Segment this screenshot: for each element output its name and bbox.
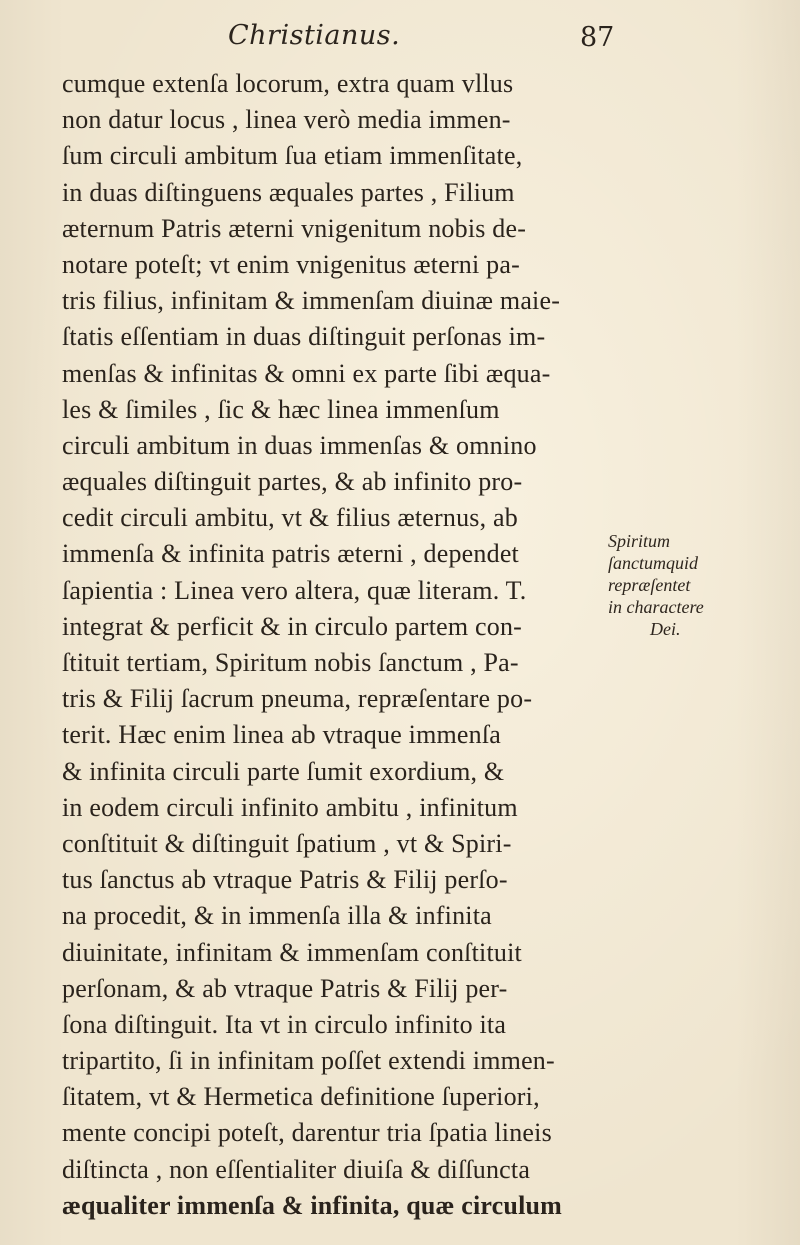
marginal-note-line: repræſentet [608, 575, 691, 595]
text-line: cedit circuli ambitu, vt & filius æternus, ab [62, 503, 518, 533]
text-line: tris filius, infinitam & immenſam diuinæ maie- [62, 286, 561, 316]
text-line: ſitatem, vt & Hermetica definitione ſuperiori, [62, 1082, 540, 1112]
text-line: perſonam, & ab vtraque Patris & Filij per- [62, 973, 508, 1003]
text-line: notare poteſt; vt enim vnigenitus æterni pa- [62, 249, 520, 279]
text-line: in duas diſtinguens æquales partes , Filium [62, 177, 515, 207]
running-title: Christianus. [228, 20, 401, 51]
marginal-note-line: ſanctumquid [608, 553, 698, 573]
text-line: ſtatis eſſentiam in duas diſtinguit perſonas im- [62, 322, 546, 352]
text-line: ſapientia : Linea vero altera, quæ literam. T. [62, 575, 527, 605]
text-line: les & ſimiles , ſic & hæc linea immenſum [62, 394, 500, 424]
marginal-note-line: Dei. [650, 619, 681, 639]
text-line: immenſa & infinita patris æterni , dependet [62, 539, 519, 569]
text-line: ſona diſtinguit. Ita vt in circulo infinito ita [62, 1009, 507, 1039]
marginal-note [608, 530, 798, 640]
text-line: integrat & perficit & in circulo partem con- [62, 611, 523, 641]
running-head [0, 18, 800, 58]
marginal-note-line: in charactere [608, 597, 704, 617]
text-line: tripartito, ſi in infinitam poſſet extendi immen- [62, 1046, 555, 1076]
page-number: 87 [580, 22, 615, 53]
text-line: menſas & infinitas & omni ex parte ſibi æqua- [62, 358, 551, 388]
text-line: æternum Patris æterni vnigenitum nobis de- [62, 213, 527, 243]
text-line: conſtituit & diſtinguit ſpatium , vt & Spiri- [62, 828, 512, 858]
text-line: na procedit, & in immenſa illa & infinita [62, 901, 492, 931]
text-line: cumque extenſa locorum, extra quam vllus [62, 69, 514, 98]
text-line: mente concipi poteſt, darentur tria ſpatia lineis [62, 1118, 552, 1148]
text-line: in eodem circuli infinito ambitu , infinitum [62, 792, 518, 822]
text-line: non datur locus , linea verò media immen- [62, 105, 511, 135]
text-line: & infinita circuli parte ſumit exordium, & [62, 756, 505, 786]
text-line: circuli ambitum in duas immenſas & omnino [62, 430, 537, 460]
text-line: æqualiter immenſa & infinita, quæ circulum [62, 1190, 563, 1220]
text-line: diſtincta , non eſſentialiter diuiſa & diſſuncta [62, 1154, 531, 1184]
text-line: æquales diſtinguit partes, & ab infinito pro- [62, 467, 523, 497]
text-line: tus ſanctus ab vtraque Patris & Filij perſo- [62, 865, 508, 895]
text-line: terit. Hæc enim linea ab vtraque immenſa [62, 720, 502, 750]
body-text [62, 66, 602, 1224]
text-line: ſum circuli ambitum ſua etiam immenſitate, [62, 141, 523, 171]
text-line: diuinitate, infinitam & immenſam conſtituit [62, 937, 522, 967]
text-line: tris & Filij ſacrum pneuma, repræſentare po- [62, 684, 533, 714]
marginal-note-line: Spiritum [608, 531, 671, 551]
text-line: ſtituit tertiam, Spiritum nobis ſanctum , Pa- [62, 648, 519, 677]
